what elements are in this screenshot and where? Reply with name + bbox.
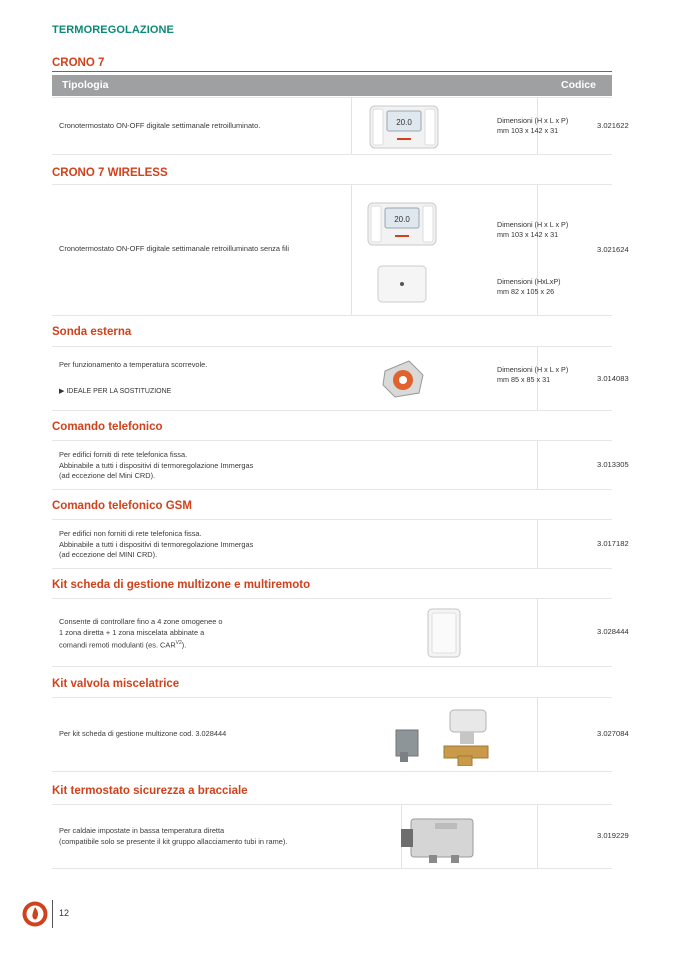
table-row-kit-termostato — [52, 804, 629, 869]
dimensions-receiver: Dimensioni (HxLxP) mm 82 x 105 x 26 — [497, 277, 561, 296]
table-row-crono7-wireless — [52, 184, 629, 316]
page-header: TERMOREGOLAZIONE — [52, 24, 174, 36]
control-box-image — [426, 607, 462, 659]
table-row-kit-multizone — [52, 598, 629, 667]
column-divider — [351, 98, 352, 154]
section-title-kit-termostato: Kit termostato sicurezza a bracciale — [52, 785, 248, 797]
ideal-badge: ▶ IDEALE PER LA SOSTITUZIONE — [59, 388, 172, 395]
section-title-comando-telefonico: Comando telefonico — [52, 421, 163, 433]
table-row-sonda-esterna — [52, 346, 629, 411]
dimensions: Dimensioni (H x L x P) mm 103 x 142 x 31 — [497, 116, 569, 135]
product-code: 3.013305 — [597, 460, 629, 469]
table-row-crono7 — [52, 97, 629, 155]
brand-logo-icon — [22, 901, 48, 927]
table-header — [52, 75, 612, 96]
dimensions-thermostat: Dimensioni (H x L x P) mm 103 x 142 x 31 — [497, 220, 569, 239]
section-divider — [52, 71, 612, 72]
product-code: 3.014083 — [597, 374, 629, 383]
section-title-sonda-esterna: Sonda esterna — [52, 326, 132, 338]
column-divider — [537, 441, 538, 489]
thermostat-image — [367, 202, 437, 246]
thermostat-image — [369, 105, 439, 149]
column-header-codice: Codice — [560, 79, 596, 91]
row-description: Per funzionamento a temperatura scorrevole. — [59, 360, 208, 369]
section-title-kit-valvola: Kit valvola miscelatrice — [52, 678, 180, 690]
wireless-receiver-image — [377, 265, 427, 303]
row-description: Per edifici non forniti di rete telefonica fissa. Abbinabile a tutti i dispositivi di termoregolazione Immergas (ad eccezione del MINI CRD). — [59, 529, 254, 560]
section-title-crono7: CRONO 7 — [52, 57, 105, 69]
section-title-kit-multizone: Kit scheda di gestione multizone e multiremoto — [52, 579, 311, 591]
column-divider — [351, 185, 352, 315]
product-code: 3.027084 — [597, 729, 629, 738]
product-code: 3.017182 — [597, 539, 629, 548]
column-divider — [537, 520, 538, 568]
thermostat-display: 20.0 — [394, 215, 410, 224]
product-code: 3.028444 — [597, 627, 629, 636]
column-divider — [537, 805, 538, 868]
row-description: Per kit scheda di gestione multizone cod. 3.028444 — [59, 729, 227, 738]
footer-divider — [52, 900, 53, 928]
outdoor-sensor-image — [379, 357, 427, 401]
dimensions: Dimensioni (H x L x P) mm 85 x 85 x 31 — [497, 365, 569, 384]
thermostat-display: 20.0 — [396, 118, 412, 127]
page-number: 12 — [59, 908, 70, 918]
row-description: Consente di controllare fino a 4 zone omogenee o 1 zona diretta + 1 zona miscelata abbinate a comandi remoti modulanti (es. $CAR^{V2}$). — [59, 617, 223, 650]
table-row-kit-valvola — [52, 697, 629, 772]
row-description: Cronotermostato ON-OFF digitale settimanale retroilluminato. — [59, 121, 261, 130]
mixing-valve-image — [394, 708, 494, 766]
table-row-comando-telefonico — [52, 440, 629, 490]
section-title-crono7-wireless: CRONO 7 WIRELESS — [52, 167, 168, 179]
column-divider — [537, 599, 538, 666]
column-divider — [537, 698, 538, 771]
row-description: Cronotermostato ON-OFF digitale settimanale retroilluminato senza fili — [59, 244, 290, 253]
row-description: Per caldaie impostate in bassa temperatura diretta (compatibile solo se presente il kit gruppo allacciamento tubi in rame). — [59, 826, 288, 846]
product-code: 3.021624 — [597, 245, 629, 254]
product-code: 3.019229 — [597, 831, 629, 840]
safety-thermostat-image — [399, 811, 479, 865]
table-row-comando-gsm — [52, 519, 629, 569]
product-code: 3.021622 — [597, 121, 629, 130]
section-title-comando-gsm: Comando telefonico GSM — [52, 500, 192, 512]
row-description: Per edifici forniti di rete telefonica fissa. Abbinabile a tutti i dispositivi di termoregolazione Immergas (ad eccezione del Mini CRD). — [59, 450, 254, 481]
column-header-tipologia: Tipologia — [62, 79, 109, 91]
